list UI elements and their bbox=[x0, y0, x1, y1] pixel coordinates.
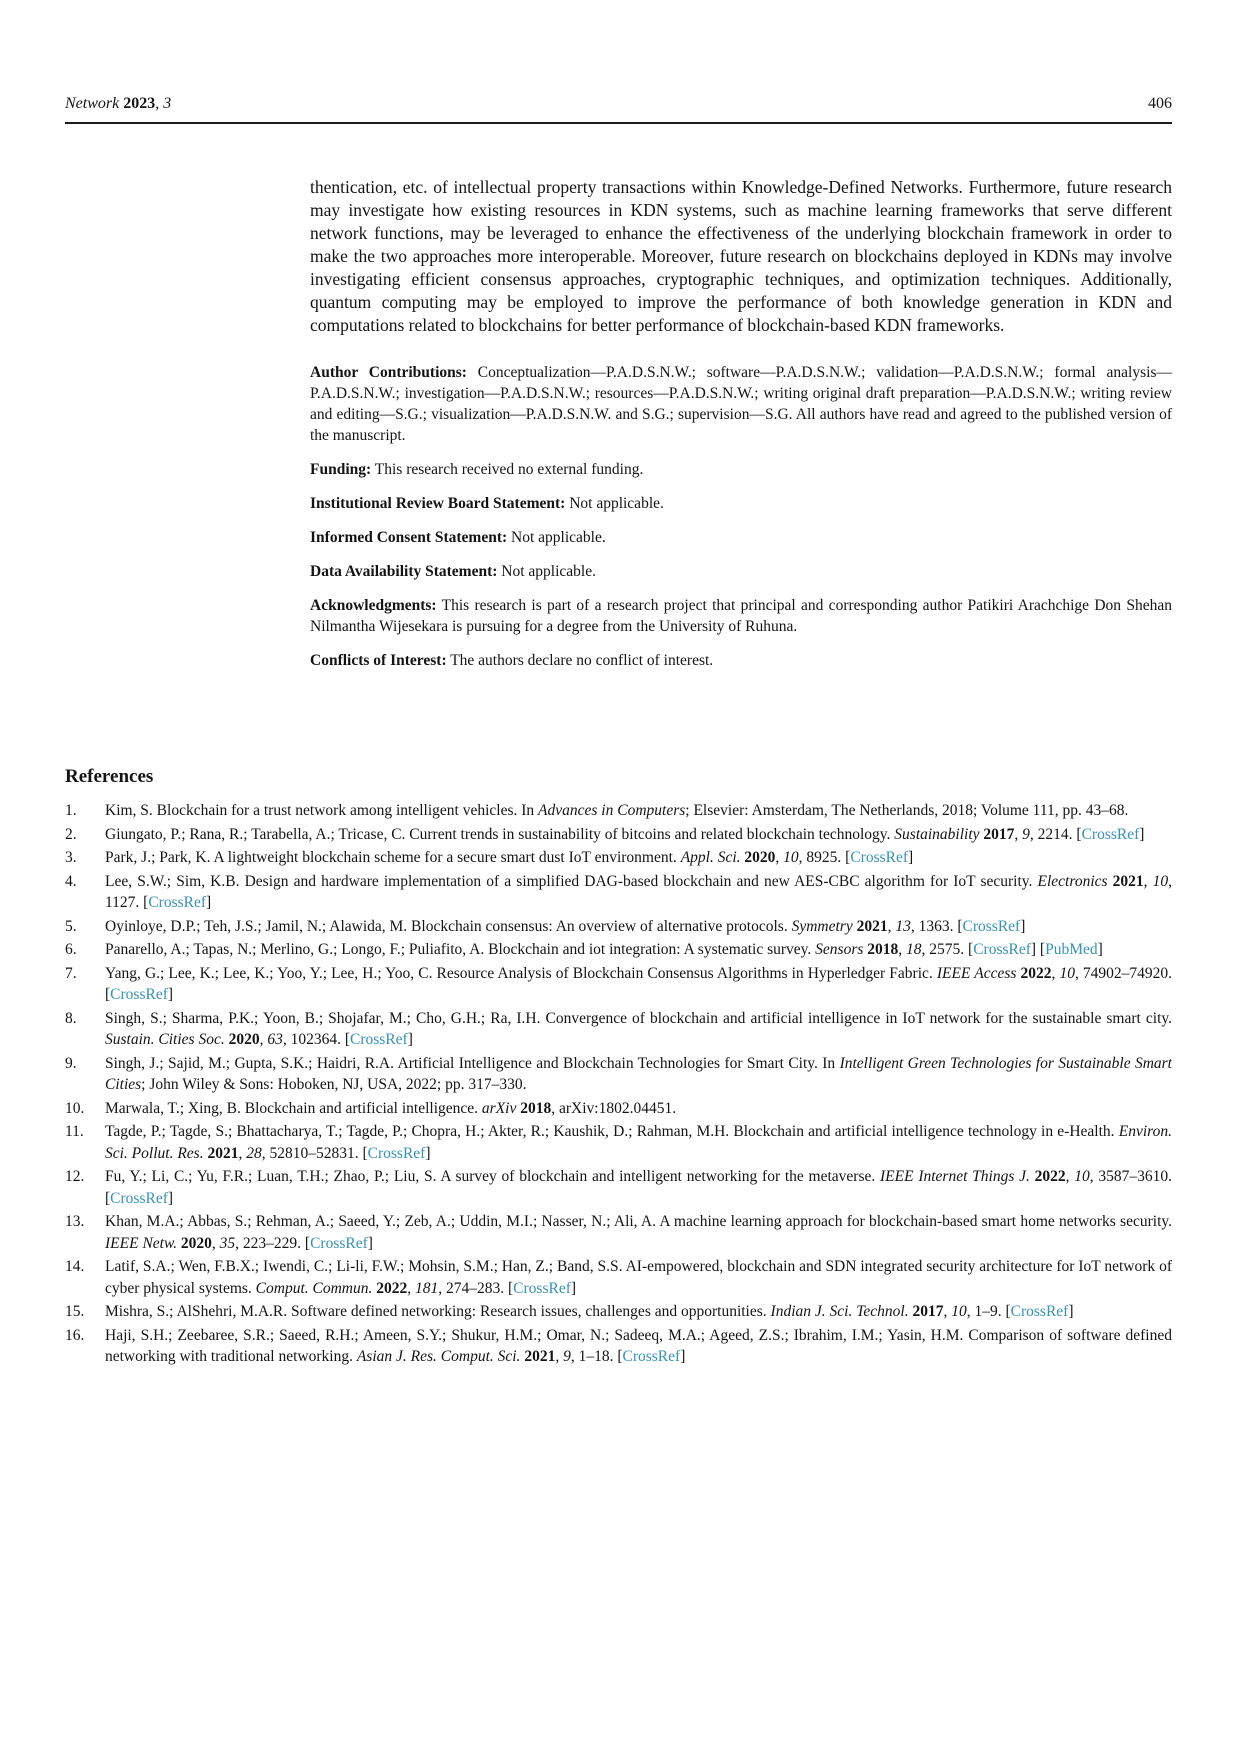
crossref-link[interactable]: CrossRef bbox=[622, 1348, 681, 1366]
reference-number: 10. bbox=[65, 1099, 85, 1117]
backmatter-informed-consent: Informed Consent Statement: Not applicable. bbox=[310, 528, 606, 546]
pubmed-link[interactable]: PubMed bbox=[1045, 941, 1098, 959]
backmatter-label-conflicts-of-interest: Conflicts of Interest: bbox=[310, 651, 447, 669]
reference-item bbox=[65, 1166, 1172, 1209]
reference-item bbox=[65, 800, 1172, 822]
reference-item bbox=[65, 1256, 1172, 1299]
backmatter-funding: Funding: This research received no external funding. bbox=[310, 460, 644, 478]
crossref-link[interactable]: CrossRef bbox=[513, 1279, 571, 1297]
reference-text: Fu, Y.; Li, C.; Yu, F.R.; Luan, T.H.; Zhao, P.; Liu, S. A survey of blockchain and intelligent networking for the metaverse. IEEE Internet Things J. 2022, 10, 3587–3610. [CrossRef] bbox=[105, 1168, 1173, 1207]
backmatter-acknowledgments: Acknowledgments: This research is part of a research project that principal and corresponding author Patikiri Arachchige Don Shehan Nilmantha Wijesekara is pursuing for a degree from the University of Ruhuna. bbox=[310, 596, 1172, 635]
reference-number: 8. bbox=[65, 1009, 77, 1027]
reference-text: Haji, S.H.; Zeebaree, S.R.; Saeed, R.H.; Ameen, S.Y.; Shukur, H.M.; Omar, N.; Sadeeq, M.A.; Ageed, Z.S.; Ibrahim, I.M.; Yasin, H.M. Comparison of software defined networking with traditional networking. Asian J. Res. Comput. Sci. 2021, 9, 1–18. [CrossRef] bbox=[105, 1326, 1172, 1366]
page-number: 406 bbox=[1148, 95, 1172, 112]
reference-text: Tagde, P.; Tagde, S.; Bhattacharya, T.; Tagde, P.; Chopra, H.; Akter, R.; Kaushik, D.; Rahman, M.H. Blockchain and artificial intelligence technology in e-Health. Environ. Sci. Pollut. Res. 2021, 28, 52810–52831. [CrossRef] bbox=[105, 1123, 1172, 1162]
backmatter-label-informed-consent: Informed Consent Statement: bbox=[310, 528, 508, 546]
crossref-link[interactable]: CrossRef bbox=[850, 849, 909, 867]
reference-item bbox=[65, 847, 1172, 869]
backmatter-label-funding: Funding: bbox=[310, 460, 372, 478]
reference-number: 4. bbox=[65, 872, 77, 890]
header-rule bbox=[65, 122, 1172, 124]
backmatter-data-availability: Data Availability Statement: Not applicable. bbox=[310, 562, 596, 580]
reference-item bbox=[65, 963, 1172, 1006]
backmatter-label-institutional-review-board: Institutional Review Board Statement: bbox=[310, 494, 566, 512]
crossref-link[interactable]: CrossRef bbox=[973, 941, 1031, 959]
reference-number: 14. bbox=[65, 1258, 85, 1276]
main-text-column bbox=[310, 176, 1172, 671]
backmatter-label-acknowledgments: Acknowledgments: bbox=[310, 596, 437, 614]
reference-item bbox=[65, 1008, 1172, 1051]
reference-text: Yang, G.; Lee, K.; Lee, K.; Yoo, Y.; Lee, H.; Yoo, C. Resource Analysis of Blockchain Consensus Algorithms in Hyperledger Fabric. IEEE Access 2022, 10, 74902–74920. [CrossRef] bbox=[105, 964, 1173, 1004]
reference-text: Kim, S. Blockchain for a trust network among intelligent vehicles. In Advances in Computers; Elsevier: Amsterdam, The Netherlands, 2018; Volume 111, pp. 43–68. bbox=[105, 802, 1129, 820]
crossref-link[interactable]: CrossRef bbox=[110, 1189, 168, 1207]
reference-number: 1. bbox=[65, 802, 77, 820]
reference-number: 13. bbox=[65, 1213, 85, 1231]
crossref-link[interactable]: CrossRef bbox=[367, 1144, 426, 1162]
reference-text: Lee, S.W.; Sim, K.B. Design and hardware implementation of a simplified DAG-based blockchain and new AES-CBC algorithm for IoT security. Electronics 2021, 10, 1127. [CrossRef] bbox=[105, 872, 1173, 912]
reference-item bbox=[65, 1211, 1172, 1254]
reference-text: Singh, S.; Sharma, P.K.; Yoon, B.; Shojafar, M.; Cho, G.H.; Ra, I.H. Convergence of blockchain and artificial intelligence in IoT network for the sustainable smart city. Sustain. Cities Soc. 2020, 63, 102364. [CrossRef] bbox=[105, 1009, 1172, 1049]
reference-text: Marwala, T.; Xing, B. Blockchain and artificial intelligence. arXiv 2018, arXiv:1802.04451. bbox=[105, 1099, 677, 1117]
reference-item bbox=[65, 1121, 1172, 1164]
reference-text: Mishra, S.; AlShehri, M.A.R. Software defined networking: Research issues, challenges and opportunities. Indian J. Sci. Technol. 2017, 10, 1–9. [CrossRef] bbox=[105, 1303, 1074, 1321]
reference-text: Latif, S.A.; Wen, F.B.X.; Iwendi, C.; Li-li, F.W.; Mohsin, S.M.; Han, Z.; Band, S.S. AI-empowered, blockchain and SDN integrated security architecture for IoT network of cyber physical systems. Comput. Commun. 2022, 181, 274–283. [CrossRef] bbox=[105, 1258, 1172, 1297]
reference-item bbox=[65, 939, 1172, 961]
references-list bbox=[65, 800, 1172, 1368]
body-paragraph: thentication, etc. of intellectual property transactions within Knowledge-Defined Networks. Furthermore, future research may investigate how existing resources in KDN systems, such as machine learning frameworks that serve different network functions, may be leveraged to enhance the effectiveness of the underlying blockchain framework in order to make the two approaches more interoperable. Moreover, future research on blockchains deployed in KDNs may involve investigating efficient consensus approaches, cryptographic techniques, and optimization techniques. Additionally, quantum computing may be employed to improve the performance of both knowledge generation in KDN and computations related to blockchains for better performance of blockchain-based KDN frameworks. bbox=[310, 176, 1172, 335]
crossref-link[interactable]: CrossRef bbox=[148, 894, 207, 912]
reference-number: 6. bbox=[65, 941, 77, 959]
crossref-link[interactable]: CrossRef bbox=[1081, 825, 1140, 843]
reference-number: 16. bbox=[65, 1326, 85, 1344]
reference-item bbox=[65, 824, 1172, 846]
reference-item bbox=[65, 1053, 1172, 1096]
backmatter-sections bbox=[310, 362, 1172, 671]
reference-number: 2. bbox=[65, 825, 77, 843]
reference-text: Khan, M.A.; Abbas, S.; Rehman, A.; Saeed, Y.; Zeb, A.; Uddin, M.I.; Nasser, N.; Ali, A. A machine learning approach for blockchain-based smart home networks security. IEEE Netw. 2020, 35, 223–229. [CrossRef] bbox=[105, 1213, 1172, 1252]
reference-text: Panarello, A.; Tapas, N.; Merlino, G.; Longo, F.; Puliafito, A. Blockchain and iot integration: A systematic survey. Sensors 2018, 18, 2575. [CrossRef] [PubMed] bbox=[105, 941, 1103, 959]
reference-number: 9. bbox=[65, 1054, 77, 1072]
crossref-link[interactable]: CrossRef bbox=[350, 1031, 408, 1049]
reference-item bbox=[65, 1301, 1172, 1323]
reference-item bbox=[65, 1098, 1172, 1120]
reference-text: Singh, J.; Sajid, M.; Gupta, S.K.; Haidri, R.A. Artificial Intelligence and Blockchain Technologies for Smart City. In Intelligent Green Technologies for Sustainable Smart Cities; John Wiley & Sons: Hoboken, NJ, USA, 2022; pp. 317–330. bbox=[105, 1054, 1172, 1094]
backmatter-label-author-contributions: Author Contributions: bbox=[310, 363, 467, 381]
reference-text: Giungato, P.; Rana, R.; Tarabella, A.; Tricase, C. Current trends in sustainability of bitcoins and related blockchain technology. Sustainability 2017, 9, 2214. [CrossRef] bbox=[105, 825, 1145, 843]
references-heading: References bbox=[65, 765, 154, 787]
reference-text: Oyinloye, D.P.; Teh, J.S.; Jamil, N.; Alawida, M. Blockchain consensus: An overview of alternative protocols. Symmetry 2021, 13, 1363. [CrossRef] bbox=[105, 917, 1026, 935]
crossref-link[interactable]: CrossRef bbox=[1010, 1303, 1069, 1321]
reference-number: 11. bbox=[65, 1123, 84, 1141]
page-body bbox=[65, 176, 1172, 1368]
crossref-link[interactable]: CrossRef bbox=[110, 986, 168, 1004]
reference-number: 3. bbox=[65, 849, 77, 867]
page-header bbox=[65, 95, 1172, 113]
reference-number: 7. bbox=[65, 964, 77, 982]
backmatter-label-data-availability: Data Availability Statement: bbox=[310, 562, 498, 580]
reference-item bbox=[65, 916, 1172, 938]
reference-number: 15. bbox=[65, 1303, 85, 1321]
journal-citation: Network 2023, 3 bbox=[65, 95, 172, 112]
reference-text: Park, J.; Park, K. A lightweight blockchain scheme for a secure smart dust IoT environment. Appl. Sci. 2020, 10, 8925. [CrossRef] bbox=[105, 849, 914, 867]
backmatter-institutional-review-board: Institutional Review Board Statement: Not applicable. bbox=[310, 494, 664, 512]
reference-number: 12. bbox=[65, 1168, 85, 1186]
reference-item bbox=[65, 1325, 1172, 1368]
backmatter-author-contributions: Author Contributions: Conceptualization—P.A.D.S.N.W.; software—P.A.D.S.N.W.; validation—P.A.D.S.N.W.; formal analysis—P.A.D.S.N.W.; investigation—P.A.D.S.N.W.; resources—P.A.D.S.N.W.; writing original draft preparation—P.A.D.S.N.W.; writing review and editing—S.G.; visualization—P.A.D.S.N.W. and S.G.; supervision—S.G. All authors have read and agreed to the published version of the manuscript. bbox=[310, 363, 1172, 444]
reference-number: 5. bbox=[65, 917, 77, 935]
crossref-link[interactable]: CrossRef bbox=[310, 1234, 368, 1252]
reference-item bbox=[65, 871, 1172, 914]
crossref-link[interactable]: CrossRef bbox=[962, 917, 1021, 935]
backmatter-conflicts-of-interest: Conflicts of Interest: The authors declare no conflict of interest. bbox=[310, 651, 714, 669]
